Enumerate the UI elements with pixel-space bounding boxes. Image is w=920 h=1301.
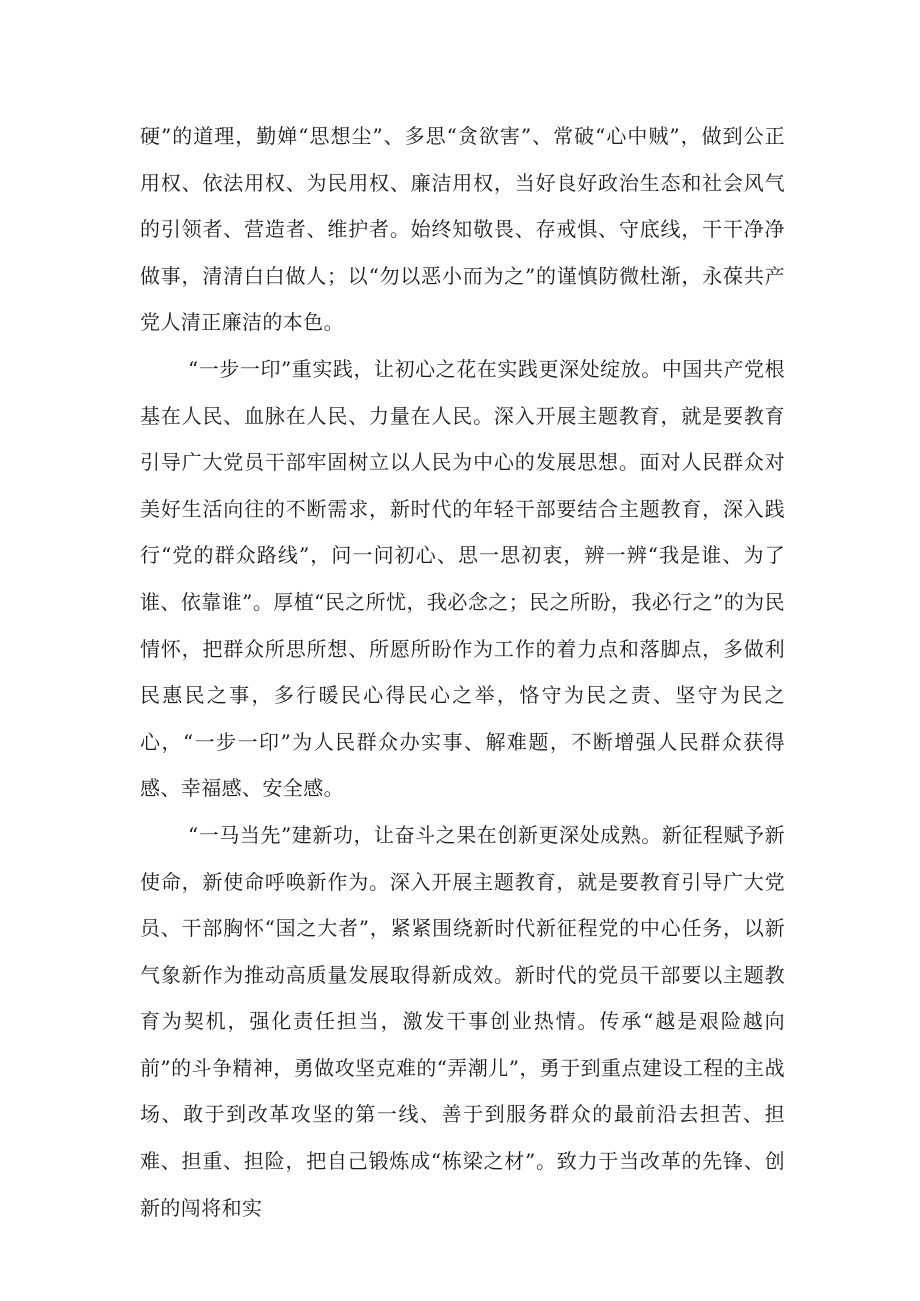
paragraph-innovation: “一马当先”建新功，让奋斗之果在创新更深处成熟。新征程赋予新使命，新使命呼唤新作为。深入开展主题教育，就是要教育引导广大党员、干部胸怀“国之大者”，紧紧围绕新时代新征程党的中心任务，以新气象新作为推动高质量发展取得新成效。新时代的党员干部要以主题教育为契机，强化责任担当，激发干事创业热情。传承“越是艰险越向前”的斗争精神，勇做攻坚克难的“弄潮儿”，勇于到重点建设工程的主战场、敢于到改革攻坚的第一线、善于到服务群众的最前沿去担苦、担难、担重、担险，把自己锻炼成“栋梁之材”。致力于当改革的先锋、创新的闯将和实 (140, 822, 785, 1220)
paragraph-practice: “一步一印”重实践，让初心之花在实践更深处绽放。中国共产党根基在人民、血脉在人民、力量在人民。深入开展主题教育，就是要教育引导广大党员干部牢固树立以人民为中心的发展思想。面对人民群众对美好生活向往的不断需求，新时代的年轻干部要结合主题教育，深入践行“党的群众路线”，问一问初心、思一思初衷，辨一辨“我是谁、为了谁、依靠谁”。厚植“民之所忧，我必念之；民之所盼，我必行之”的为民情怀，把群众所思所想、所愿所盼作为工作的着力点和落脚点，多做利民惠民之事，多行暖民心得民心之举，恪守为民之责、坚守为民之心，“一步一印”为人民群众办实事、解难题，不断增强人民群众获得感、幸福感、安全感。 (140, 356, 785, 801)
paragraph-integrity: 硬”的道理，勤婵“思想尘”、多思“贪欲害”、常破“心中贼”，做到公正用权、依法用权、为民用权、廉洁用权，当好良好政治生态和社会风气的引领者、营造者、维护者。始终知敬畏、存戒惧、守底线，干干净净做事，清清白白做人；以“勿以恶小而为之”的谨慎防微杜渐，永葆共产党人清正廉洁的本色。 (140, 124, 785, 335)
